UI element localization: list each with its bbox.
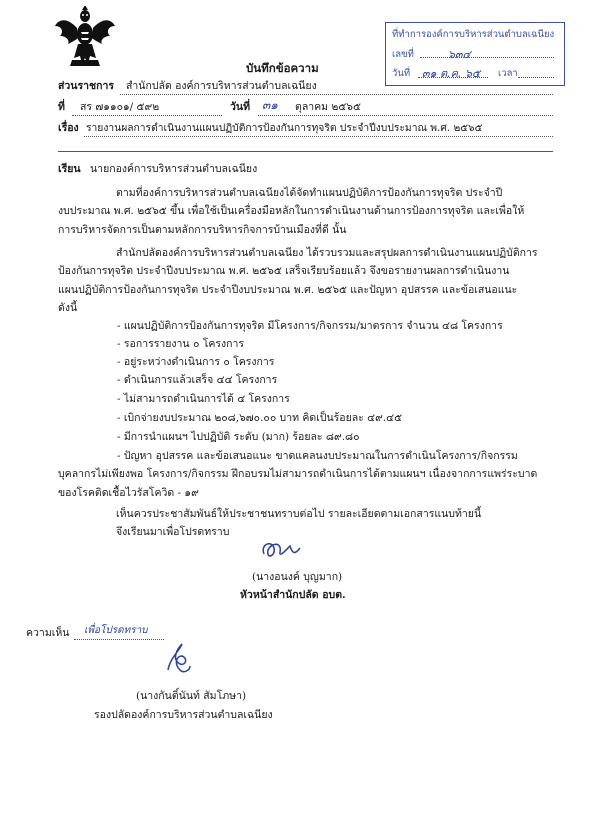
bullet-item: - อยู่ระหว่างดำเนินการ ๐ โครงการ — [117, 356, 275, 368]
salutation-value: นายกองค์การบริหารส่วนตำบลเฉนียง — [90, 163, 258, 175]
bullet-item: - มีการนำแผนฯ ไปปฏิบัติ ระดับ (มาก) ร้อยละ ๘๙.๘๐ — [117, 431, 360, 443]
date-day: ๓๑ — [262, 98, 278, 112]
stamp-date-value: ๓๑ ต.ค. ๖๕ — [422, 67, 481, 80]
date-month-year: ตุลาคม ๒๕๖๕ — [295, 101, 361, 113]
signer-1-position: หัวหน้าสำนักปลัด อบต. — [240, 589, 346, 601]
publicize-line: เห็นควรประชาสัมพันธ์ให้ประชาชนทราบต่อไป รายละเอียดตามเอกสารแนบท้ายนี้ — [116, 508, 482, 520]
bullet-item: - ดำเนินการแล้วเสร็จ ๔๔ โครงการ — [117, 374, 278, 386]
stamp-number-label: เลขที่ — [392, 49, 414, 60]
signature-1 — [258, 536, 304, 566]
signer-1-name: (นางอนงค์ บุญมาก) — [252, 571, 343, 583]
header-divider — [58, 151, 553, 152]
date-label: วันที่ — [230, 101, 250, 113]
body-paragraph-2: สำนักปลัดองค์การบริหารส่วนตำบลเฉนียง ได้รวบรวมและสรุปผลการดำเนินงานแผนปฏิบัติการ ป้องกันการทุจริต ประจำปีงบประมาณ พ.ศ. ๒๕๖๕ เสร็จเรียบร้อยแล้ว จึงขอรายงานผลการดำเนินงาน แผนปฏิบัติการป้องกันการทุจริต ประจำปีงบประมาณ พ.ศ. ๒๕๖๕ และปัญหา อุปสรรค และข้อเสนอแนะ ดังนี้ — [58, 247, 538, 315]
stamp-date-label: วันที่ — [392, 68, 411, 79]
bullet-item: - เบิกจ่ายงบประมาณ ๒๐๘,๖๗๐.๐๐ บาท คิดเป็นร้อยละ ๔๙.๔๕ — [117, 412, 403, 424]
problems-paragraph: - ปัญหา อุปสรรค และข้อเสนอแนะ ขาดแคลนงบประมาณในการดำเนินโครงการ/กิจกรรม บุคลากรไม่เพียงพอ โครงการ/กิจกรรม ฝึกอบรมไม่สามารถดำเนินการได้ตามแผนฯ เนื่องจากการแพร่ระบาด ของโรคติดเชื้อไวรัสโควิด - ๑๙ — [58, 450, 538, 499]
receiving-stamp — [385, 22, 565, 86]
stamp-time-label: เวลา — [498, 68, 518, 79]
salutation-label: เรียน — [58, 163, 81, 175]
subject-label: เรื่อง — [58, 122, 79, 134]
agency-value: สำนักปลัด องค์การบริหารส่วนตำบลเฉนียง — [126, 80, 317, 92]
garuda-emblem-icon — [54, 6, 116, 70]
opinion-value: เพื่อโปรดทราบ — [84, 625, 148, 636]
bullet-item: - แผนปฏิบัติการป้องกันการทุจริต มีโครงการ/กิจกรรม/มาตรการ จำนวน ๔๘ โครงการ — [117, 320, 503, 332]
ref-label: ที่ — [58, 101, 65, 113]
signer-2-position: รองปลัดองค์การบริหารส่วนตำบลเฉนียง — [94, 709, 273, 721]
stamp-org: ที่ทำการองค์การบริหารส่วนตำบลเฉนียง — [392, 29, 555, 40]
closing-line: จึงเรียนมาเพื่อโปรดทราบ — [116, 526, 230, 538]
agency-label: ส่วนราชการ — [58, 80, 115, 92]
signer-2-name: (นางกันติ์นันท์ สัมโภษา) — [136, 690, 247, 702]
memo-title: บันทึกข้อความ — [246, 61, 319, 75]
signature-2 — [160, 640, 194, 676]
subject-value: รายงานผลการดำเนินงานแผนปฏิบัติการป้องกันการทุจริต ประจำปีงบประมาณ พ.ศ. ๒๕๖๕ — [86, 122, 483, 134]
body-paragraph-1: ตามที่องค์การบริหารส่วนตำบลเฉนียงได้จัดทำแผนปฏิบัติการป้องกันการทุจริต ประจำปี งบประมาณ พ.ศ. ๒๕๖๕ ขึ้น เพื่อใช้เป็นเครื่องมือหลักในการดำเนินงานด้านการป้องการทุจริต และเพื่อให้ การบริหารจัดการเป็นตามหลักการบริหารกิจการบ้านเมืองที่ดี นั้น — [58, 187, 525, 236]
bullet-item: - ไม่สามารถดำเนินการได้ ๔ โครงการ — [117, 393, 290, 405]
stamp-number-value: ๖๓๔ — [448, 48, 471, 61]
opinion-label: ความเห็น — [26, 627, 70, 639]
bullet-item: - รอการรายงาน ๐ โครงการ — [117, 338, 245, 350]
ref-value: สร ๗๑๑๐๑/ ๕๙๒ — [80, 101, 160, 113]
